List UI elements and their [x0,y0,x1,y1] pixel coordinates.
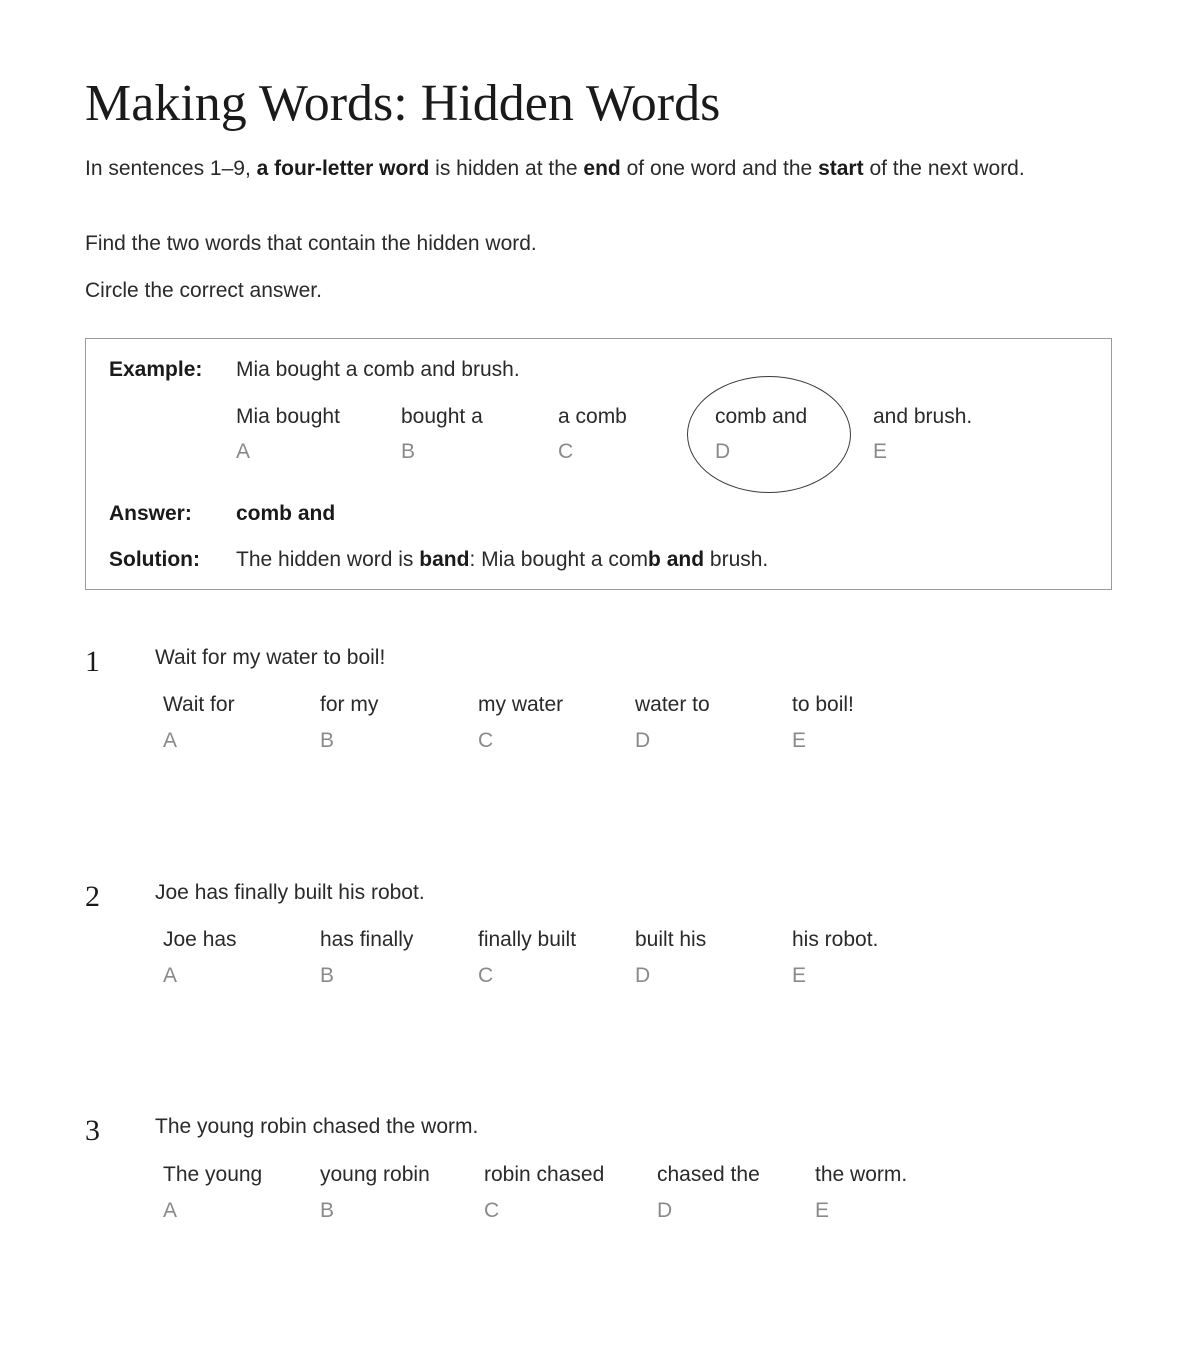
instruction-bold: a four-letter word [256,157,430,180]
question-1-option-b[interactable]: for my [320,693,379,716]
example-option-a-text: Mia bought [236,405,340,428]
question-3-letter-c[interactable]: C [484,1199,500,1222]
question-1-option-c[interactable]: my water [478,693,564,716]
example-option-c-text: a comb [558,405,627,428]
question-2-option-a[interactable]: Joe has [163,928,237,951]
question-2-option-e[interactable]: his robot. [792,928,879,951]
example-option-e-text: and brush. [873,405,973,428]
solution-part: brush. [704,548,769,571]
question-2-number: 2 [85,880,100,913]
solution-bold: b [648,548,661,571]
example-option-a-letter: A [236,440,251,463]
solution-bold: and [666,548,705,571]
question-1-sentence: Wait for my water to boil! [155,646,386,669]
instruction-text: of the next word. [863,157,1025,180]
answer-circle [687,376,851,493]
question-2-letter-d[interactable]: D [635,964,651,987]
question-2-letter-e[interactable]: E [792,964,807,987]
example-box [85,338,1112,590]
answer-label: Answer: [109,502,192,525]
instruction-text: is hidden at the [429,157,584,180]
example-option-b-letter: B [401,440,416,463]
question-2-option-b[interactable]: has finally [320,928,414,951]
question-1-letter-d[interactable]: D [635,729,651,752]
question-3-number: 3 [85,1114,100,1147]
question-3-option-d[interactable]: chased the [657,1163,760,1186]
question-2-letter-c[interactable]: C [478,964,494,987]
question-3-letter-b[interactable]: B [320,1199,335,1222]
solution-part: The hidden word is [236,548,420,571]
solution-part: : Mia bought a com [469,548,649,571]
page-title: Making Words: Hidden Words [85,75,721,132]
solution-bold: band [419,548,470,571]
question-1-number: 1 [85,645,100,678]
example-option-b-text: bought a [401,405,483,428]
example-option-d-text: comb and [715,405,808,428]
question-1-option-e[interactable]: to boil! [792,693,854,716]
instruction-paragraph-1 [85,154,1085,183]
question-3-letter-a[interactable]: A [163,1199,178,1222]
instruction-paragraph-2: Find the two words that contain the hidden word. [85,232,537,255]
question-3-sentence: The young robin chased the worm. [155,1115,479,1138]
instruction-bold: start [818,157,864,180]
question-2-letter-a[interactable]: A [163,964,178,987]
solution-label: Solution: [109,548,200,571]
question-1-option-a[interactable]: Wait for [163,693,235,716]
answer-value: comb and [236,502,336,525]
question-3-option-c[interactable]: robin chased [484,1163,605,1186]
instruction-text: In sentences 1–9, [85,157,257,180]
example-sentence: Mia bought a comb and brush. [236,358,520,381]
question-1-letter-c[interactable]: C [478,729,494,752]
question-1-letter-a[interactable]: A [163,729,178,752]
question-3-letter-d[interactable]: D [657,1199,673,1222]
question-3-letter-e[interactable]: E [815,1199,830,1222]
example-option-c-letter: C [558,440,574,463]
example-label: Example: [109,358,203,381]
question-1-option-d[interactable]: water to [635,693,710,716]
question-3-option-b[interactable]: young robin [320,1163,430,1186]
instruction-text: of one word and the [620,157,819,180]
question-2-sentence: Joe has finally built his robot. [155,881,425,904]
question-3-option-a[interactable]: The young [163,1163,263,1186]
question-3-option-e[interactable]: the worm. [815,1163,908,1186]
question-2-letter-b[interactable]: B [320,964,335,987]
solution-text [236,548,768,572]
example-option-e-letter: E [873,440,888,463]
instruction-paragraph-3: Circle the correct answer. [85,279,322,302]
question-2-option-c[interactable]: finally built [478,928,577,951]
question-2-option-d[interactable]: built his [635,928,707,951]
question-1-letter-b[interactable]: B [320,729,335,752]
instruction-bold: end [583,157,621,180]
example-option-d-letter: D [715,440,731,463]
question-1-letter-e[interactable]: E [792,729,807,752]
